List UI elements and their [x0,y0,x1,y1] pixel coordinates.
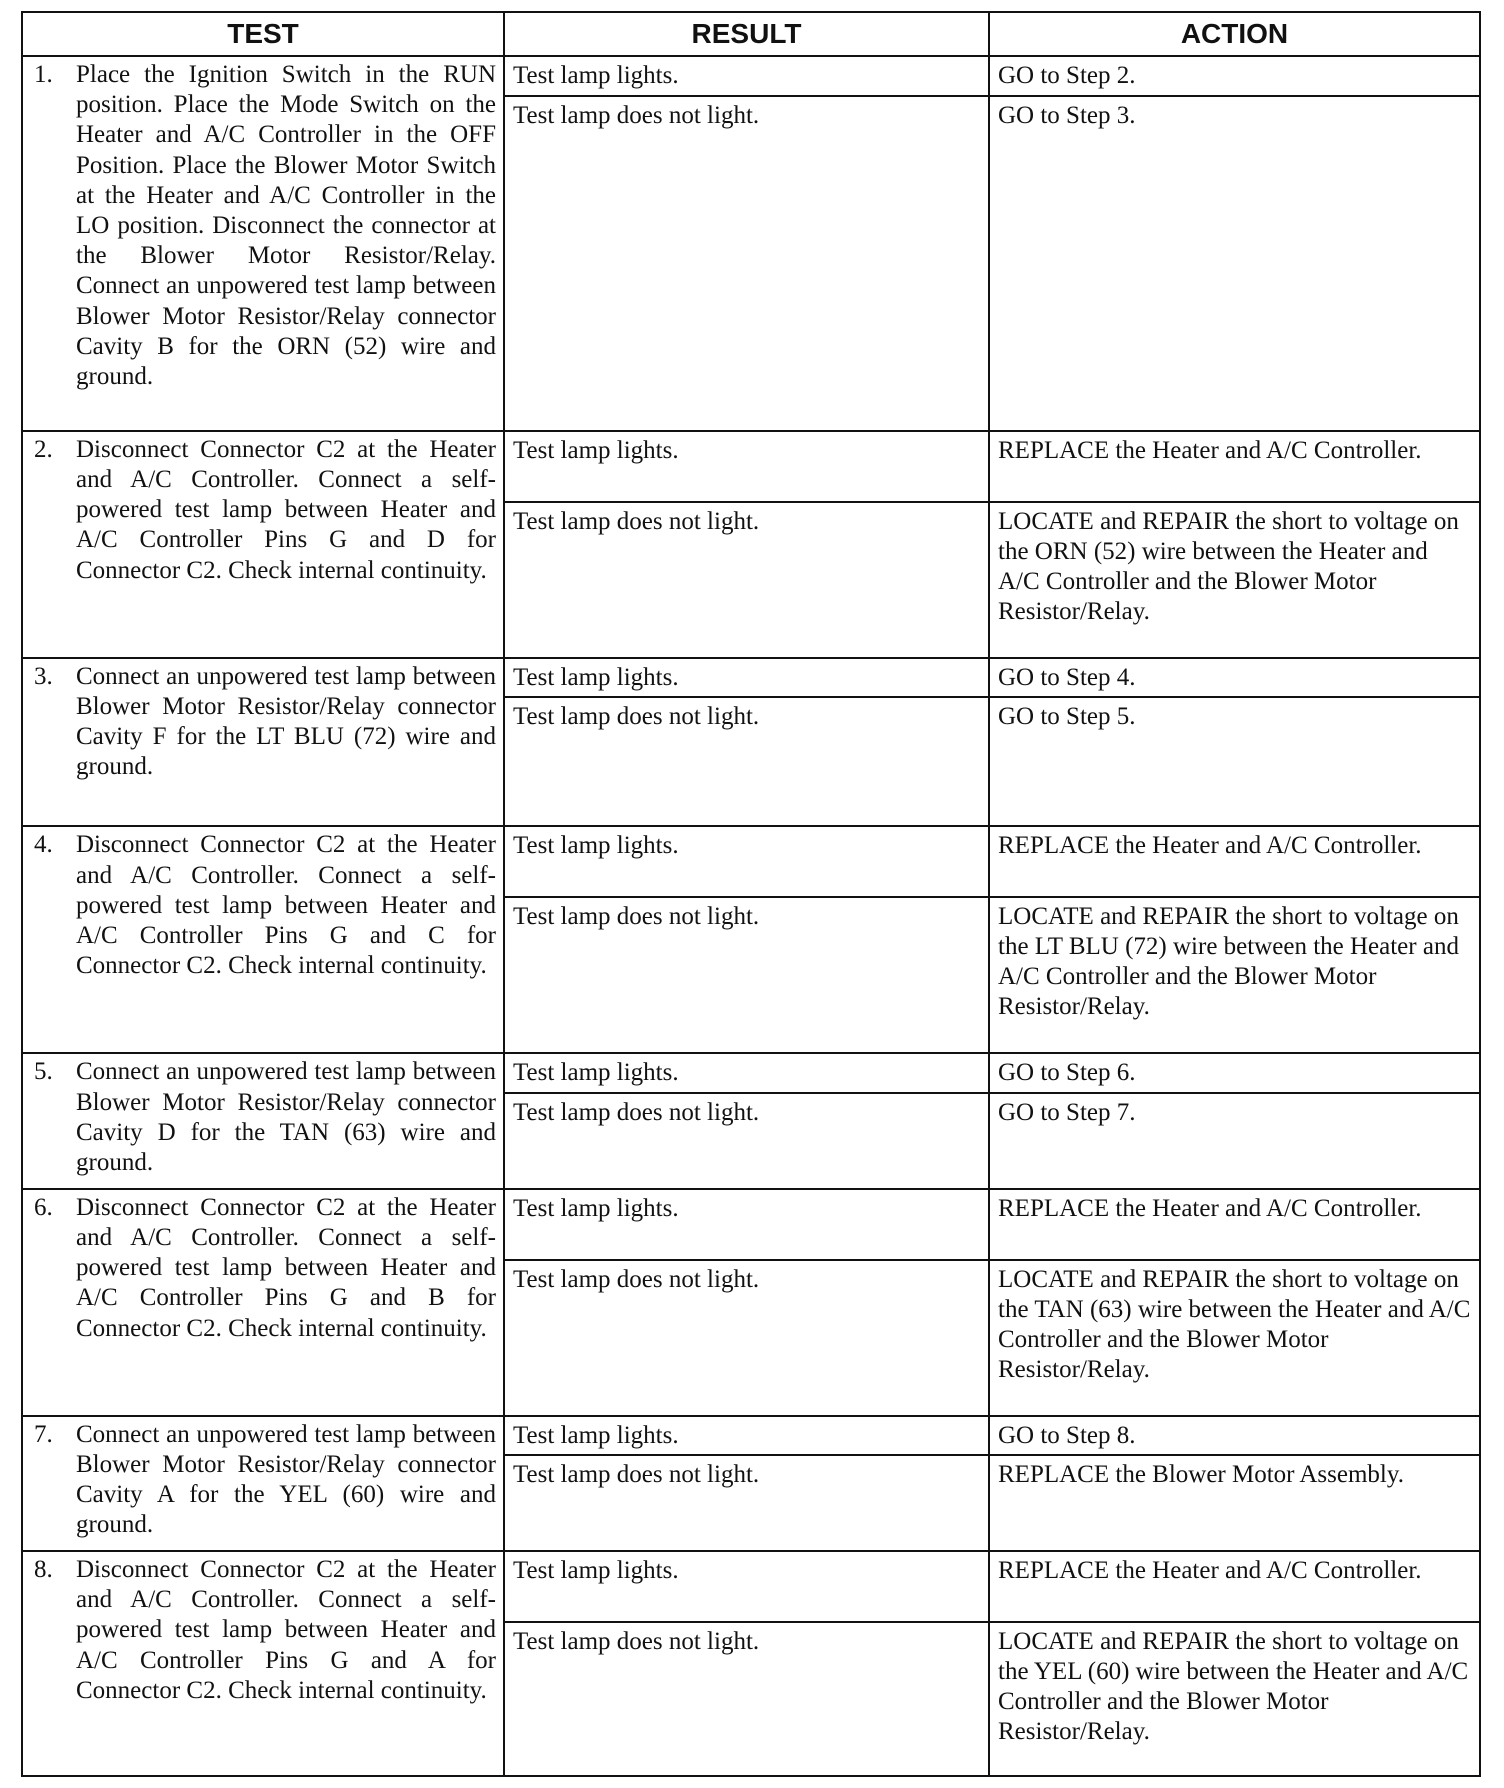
step-2-test [22,431,504,658]
header-result: RESULT [504,12,989,56]
header-row [22,12,1480,56]
test-text: Disconnect Connector C2 at the Heater and A/C Controller. Connect a self-powered test lamp between Heater and A/C Controller Pins G and D for Connector C2. Check internal continuity. [76,435,496,584]
step-1-test [22,56,504,431]
step-2-row-a [22,431,1480,502]
step-number: 7. [34,1420,53,1448]
step-8-action-1: REPLACE the Heater and A/C Controller. [989,1551,1480,1622]
test-text: Connect an unpowered test lamp between Blower Motor Resistor/Relay connector Cavity F for the LT BLU (72) wire and ground. [76,662,496,781]
header-test: TEST [22,12,504,56]
step-3-result-1: Test lamp lights. [504,658,989,698]
step-5-result-1: Test lamp lights. [504,1053,989,1093]
step-4-action-1: REPLACE the Heater and A/C Controller. [989,826,1480,897]
step-8-result-2: Test lamp does not light. [504,1622,989,1776]
test-text: Disconnect Connector C2 at the Heater and A/C Controller. Connect a self-powered test lamp between Heater and A/C Controller Pins G and A for Connector C2. Check internal continuity. [76,1556,496,1704]
test-text: Place the Ignition Switch in the RUN position. Place the Mode Switch on the Heater and A/C Controller in the OFF Position. Place the Blower Motor Switch at the Heater and A/C Controller in the LO position. Disconnect the connector at the Blower Motor Resistor/Relay. Connect an unpowered test lamp between Blower Motor Resistor/Relay connector Cavity B for the ORN (52) wire and ground. [76,61,496,391]
step-1-action-2: GO to Step 3. [989,96,1480,431]
step-7-result-1: Test lamp lights. [504,1416,989,1456]
test-text: Connect an unpowered test lamp between Blower Motor Resistor/Relay connector Cavity A for the YEL (60) wire and ground. [76,1420,496,1539]
step-number: 2. [34,435,53,463]
step-5-result-2: Test lamp does not light. [504,1093,989,1189]
step-1-row-a [22,56,1480,96]
step-6-action-1: REPLACE the Heater and A/C Controller. [989,1189,1480,1260]
step-4-row-a [22,826,1480,897]
step-4-test [22,826,504,1053]
step-6-row-a [22,1189,1480,1260]
step-number: 3. [34,662,53,690]
step-5-action-1: GO to Step 6. [989,1053,1480,1093]
step-6-action-2: LOCATE and REPAIR the short to voltage on the TAN (63) wire between the Heater and A/C Controller and the Blower Motor Resistor/Relay. [989,1260,1480,1416]
step-3-action-2: GO to Step 5. [989,697,1480,826]
step-4-result-1: Test lamp lights. [504,826,989,897]
step-number: 5. [34,1058,53,1086]
step-1-result-2: Test lamp does not light. [504,96,989,431]
step-7-test [22,1416,504,1551]
step-1-action-1: GO to Step 2. [989,56,1480,96]
step-3-result-2: Test lamp does not light. [504,697,989,826]
step-number: 1. [34,61,53,88]
step-2-result-1: Test lamp lights. [504,431,989,502]
step-2-action-2: LOCATE and REPAIR the short to voltage on the ORN (52) wire between the Heater and A/C Controller and the Blower Motor Resistor/Relay. [989,502,1480,658]
step-7-action-2: REPLACE the Blower Motor Assembly. [989,1455,1480,1551]
step-7-result-2: Test lamp does not light. [504,1455,989,1551]
header-action: ACTION [989,12,1480,56]
step-number: 6. [34,1193,53,1221]
step-4-result-2: Test lamp does not light. [504,897,989,1053]
step-6-result-2: Test lamp does not light. [504,1260,989,1416]
step-8-result-1: Test lamp lights. [504,1551,989,1622]
step-number: 8. [34,1556,53,1584]
table-body [22,56,1480,1776]
step-4-action-2: LOCATE and REPAIR the short to voltage on the LT BLU (72) wire between the Heater and A/C Controller and the Blower Motor Resistor/Relay. [989,897,1480,1053]
step-1-result-1: Test lamp lights. [504,56,989,96]
step-7-action-1: GO to Step 8. [989,1416,1480,1456]
step-8-test [22,1551,504,1776]
test-text: Connect an unpowered test lamp between Blower Motor Resistor/Relay connector Cavity D for the TAN (63) wire and ground. [76,1058,496,1177]
step-6-test [22,1189,504,1416]
step-2-action-1: REPLACE the Heater and A/C Controller. [989,431,1480,502]
step-8-row-a [22,1551,1480,1622]
test-text: Disconnect Connector C2 at the Heater and A/C Controller. Connect a self-powered test lamp between Heater and A/C Controller Pins G and B for Connector C2. Check internal continuity. [76,1193,496,1342]
step-3-row-a [22,658,1480,698]
step-6-result-1: Test lamp lights. [504,1189,989,1260]
step-2-result-2: Test lamp does not light. [504,502,989,658]
step-5-test [22,1053,504,1188]
step-number: 4. [34,831,53,859]
step-7-row-a [22,1416,1480,1456]
step-5-row-a [22,1053,1480,1093]
step-3-action-1: GO to Step 4. [989,658,1480,698]
diagnostic-table [21,11,1481,1777]
test-text: Disconnect Connector C2 at the Heater and A/C Controller. Connect a self-powered test lamp between Heater and A/C Controller Pins G and C for Connector C2. Check internal continuity. [76,831,496,980]
step-8-action-2: LOCATE and REPAIR the short to voltage on the YEL (60) wire between the Heater and A/C Controller and the Blower Motor Resistor/Relay. [989,1622,1480,1776]
step-5-action-2: GO to Step 7. [989,1093,1480,1189]
step-3-test [22,658,504,827]
